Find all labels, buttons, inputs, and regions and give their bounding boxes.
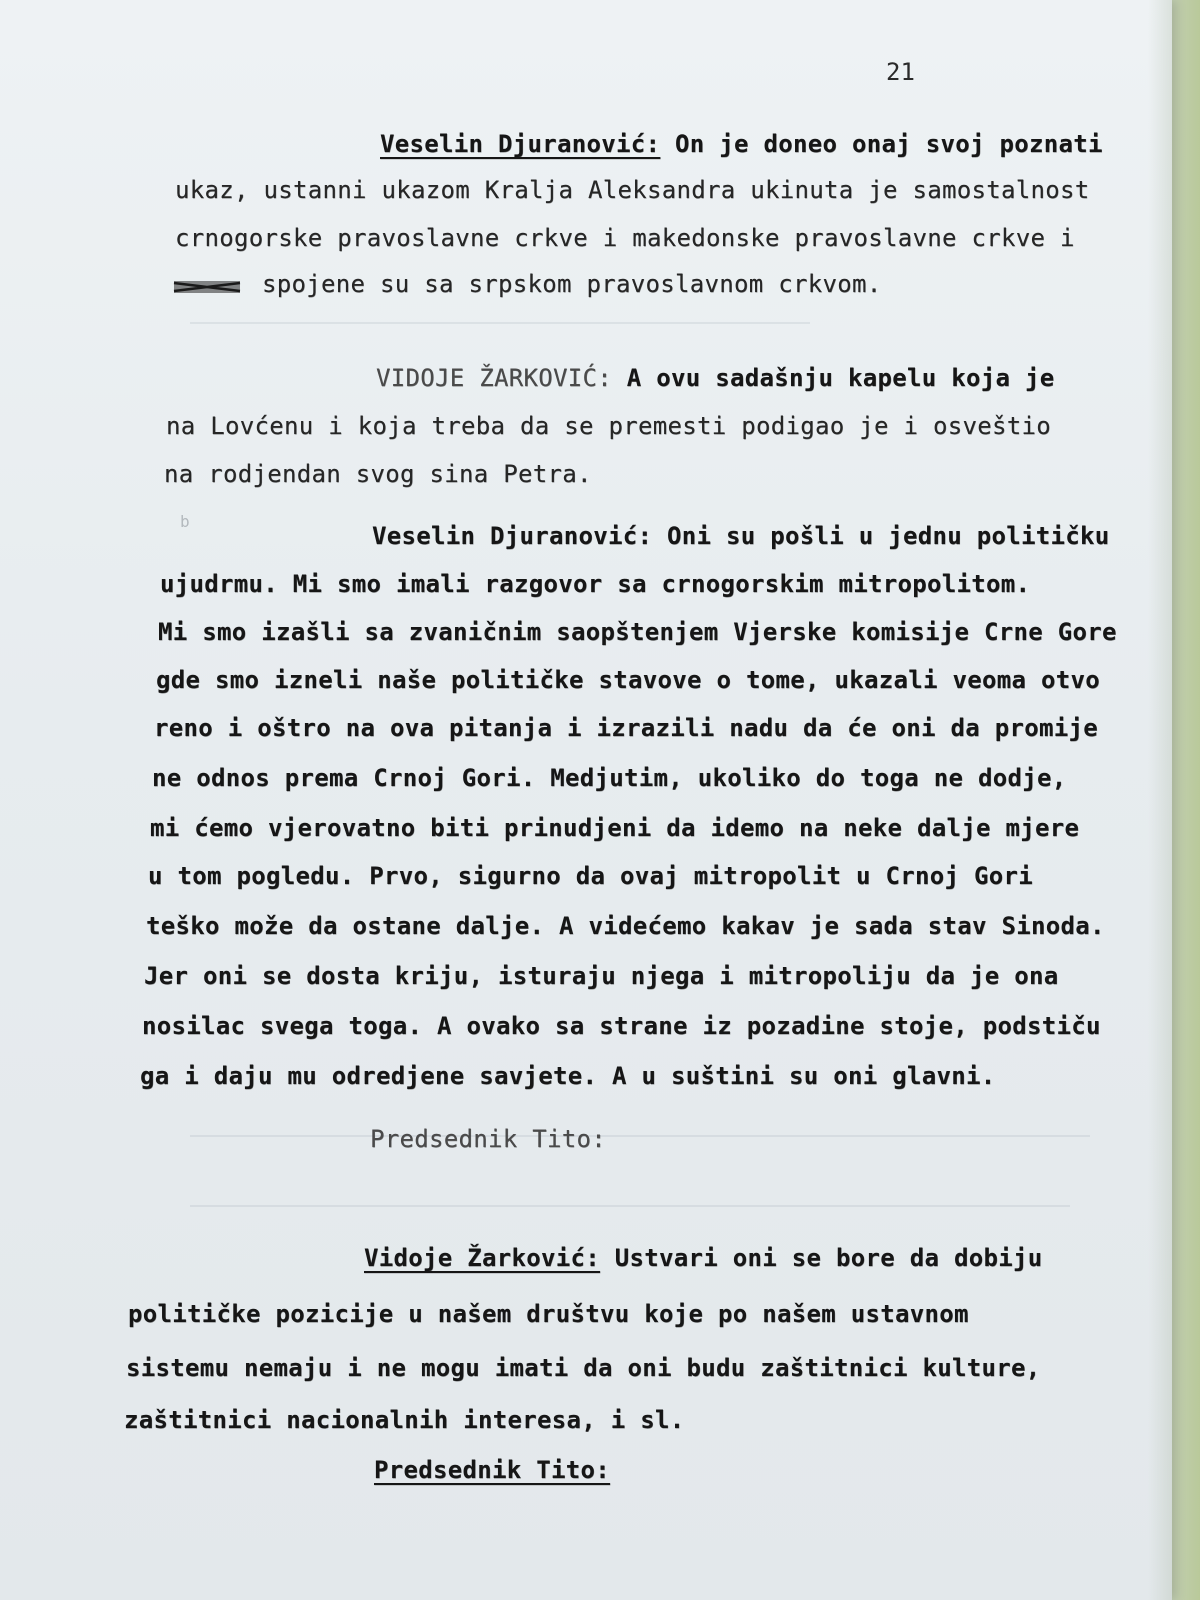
speech-line: na Lovćenu i koja treba da se premesti podigao je i osveštio <box>166 412 1051 440</box>
paragraph-first-line <box>380 130 1103 158</box>
stray-mark: b <box>180 512 190 531</box>
speech-line: nosilac svega toga. A ovako sa strane iz pozadine stoje, podstiču <box>142 1012 1101 1040</box>
speaker-name: Veselin Djuranović: <box>372 522 653 550</box>
speaker-name: Vidoje Žarković: <box>364 1244 600 1272</box>
bleed-through-line <box>190 322 810 324</box>
speaker-name: Predsednik Tito: <box>374 1456 610 1484</box>
speech-line: na rodjendan svog sina Petra. <box>164 460 592 488</box>
speech-line: političke pozicije u našem društvu koje po našem ustavnom <box>128 1300 969 1328</box>
speech-line: mi ćemo vjerovatno biti prinudjeni da idemo na neke dalje mjere <box>150 814 1080 842</box>
speech-line: gde smo izneli naše političke stavove o tome, ukazali veoma otvo <box>156 666 1100 694</box>
speaker-name: Veselin Djuranović: <box>380 130 661 158</box>
speech-text: Ustvari oni se bore da dobiju <box>600 1244 1043 1272</box>
speech-line: zaštitnici nacionalnih interesa, i sl. <box>124 1406 685 1434</box>
speech-line: sistemu nemaju i ne mogu imati da oni budu zaštitnici kulture, <box>126 1354 1041 1382</box>
speech-text: Oni su pošli u jednu političku <box>652 522 1110 550</box>
bleed-through-line <box>190 1135 1090 1137</box>
paragraph-first-line <box>372 522 1109 550</box>
speech-line: spojene su sa srpskom pravoslavnom crkvom. <box>262 270 882 298</box>
paragraph-first-line <box>364 1244 1042 1272</box>
speech-line: Jer oni se dosta kriju, isturaju njega i mitropoliju da je ona <box>144 962 1059 990</box>
paragraph-first-line <box>376 364 1054 392</box>
speech-line: ga i daju mu odredjene savjete. A u suštini su oni glavni. <box>140 1062 996 1090</box>
speech-line: ne odnos prema Crnoj Gori. Medjutim, ukoliko do toga ne dodje, <box>152 764 1067 792</box>
struck-out-word <box>172 275 244 299</box>
speech-line: teško može da ostane dalje. A videćemo kakav je sada stav Sinoda. <box>146 912 1105 940</box>
speech-line: crnogorske pravoslavne crkve i makedonske pravoslavne crkve i <box>175 224 1075 252</box>
speech-line: ujudrmu. Mi smo imali razgovor sa crnogorskim mitropolitom. <box>160 570 1031 598</box>
speech-line: Mi smo izašli sa zvaničnim saopštenjem Vjerske komisije Crne Gore <box>158 618 1117 646</box>
bleed-through-line <box>190 1205 1070 1207</box>
speech-text: On je doneo onaj svoj poznati <box>660 130 1103 158</box>
speech-line: reno i oštro na ova pitanja i izrazili nadu da će oni da promije <box>154 714 1098 742</box>
speech-line: ukaz, ustanni ukazom Kralja Aleksandra ukinuta je samostalnost <box>175 176 1090 204</box>
page-number: 21 <box>886 58 915 86</box>
speech-line: u tom pogledu. Prvo, sigurno da ovaj mitropolit u Crnoj Gori <box>148 862 1033 890</box>
speaker-name: VIDOJE ŽARKOVIĆ: <box>376 364 612 392</box>
speech-text: A ovu sadašnju kapelu koja je <box>612 364 1055 392</box>
speaker-name: Predsednik Tito: <box>370 1125 606 1153</box>
